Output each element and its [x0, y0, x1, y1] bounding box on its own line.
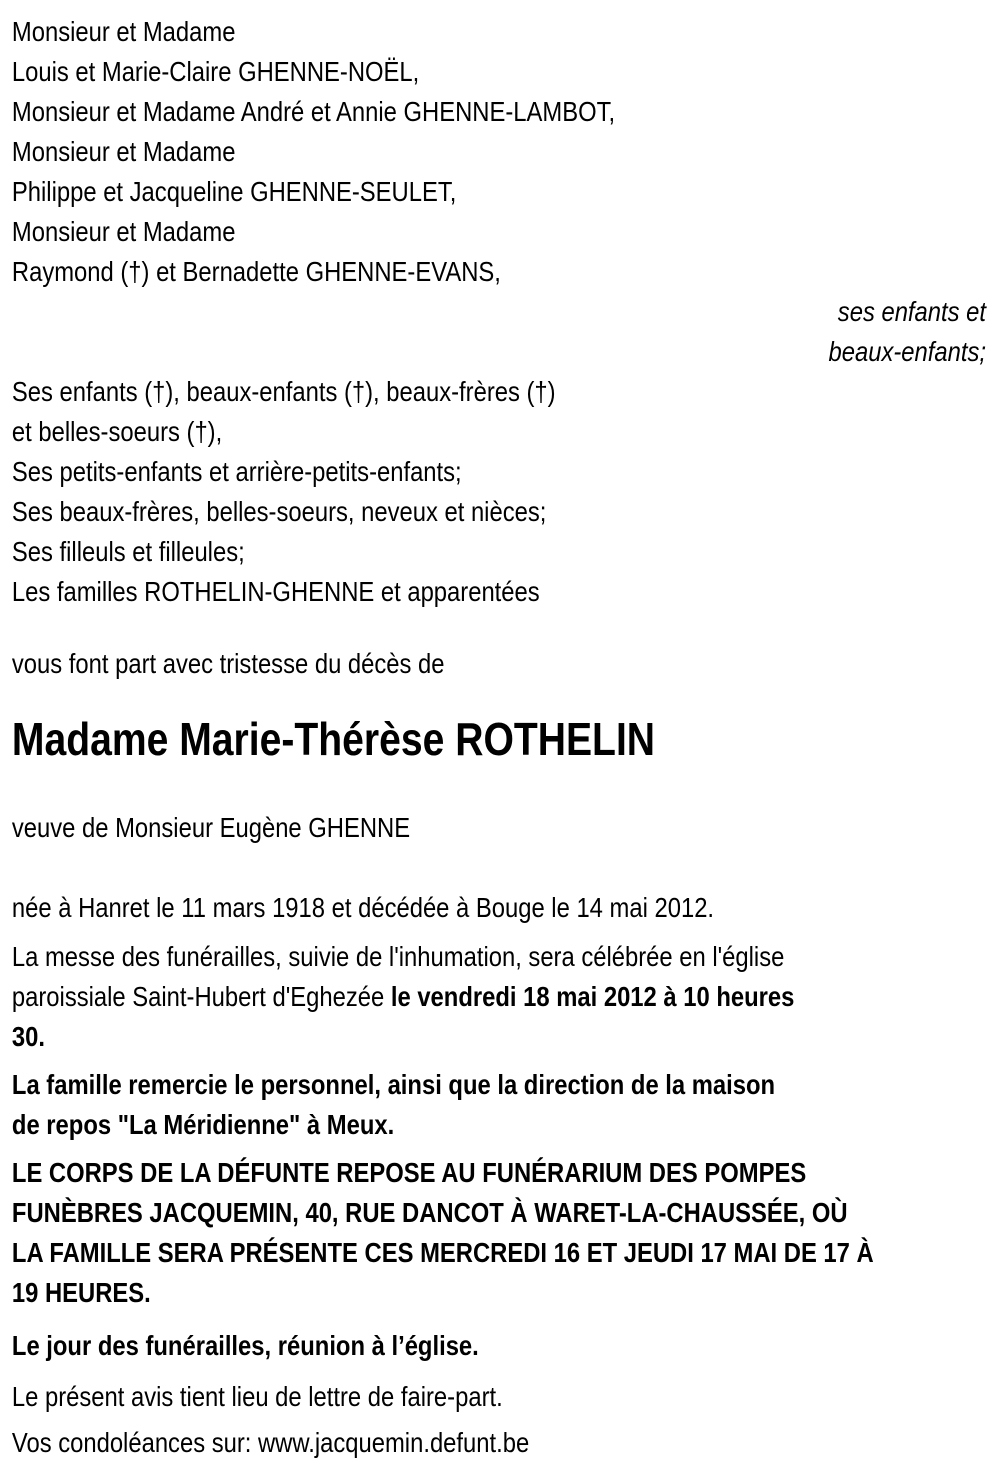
relations-note-line: beaux-enfants; [828, 336, 986, 367]
announcer-line: Monsieur et Madame [11, 16, 236, 47]
announcer-line: Philippe et Jacqueline GHENNE-SEULET, [11, 176, 457, 207]
condolences-line [12, 1423, 986, 1463]
announcer-line: Raymond (†) et Bernadette GHENNE-EVANS, [11, 256, 501, 287]
family-block [12, 372, 986, 612]
funeral-schedule-regular: paroissiale Saint-Hubert d'Eghezée [11, 981, 391, 1012]
intro-line: vous font part avec tristesse du décès de [11, 648, 445, 679]
repose-line: LE CORPS DE LA DÉFUNTE REPOSE AU FUNÉRARIUM DES POMPES [11, 1157, 807, 1188]
notice-line: Le présent avis tient lieu de lettre de faire-part. [11, 1381, 503, 1412]
announcer-line: Monsieur et Madame [11, 136, 236, 167]
funeral-schedule-line [12, 977, 986, 1017]
announcer-line: Monsieur et Madame [11, 216, 236, 247]
funeral-schedule-line: La messe des funérailles, suivie de l'inhumation, sera célébrée en l'église [11, 941, 785, 972]
condolences-prefix: Vos condoléances sur: [11, 1427, 258, 1458]
birth-death-line: née à Hanret le 11 mars 1918 et décédée à Bouge le 14 mai 2012. [11, 892, 715, 923]
funeral-schedule-bold: le vendredi 18 mai 2012 à 10 heures [390, 981, 795, 1012]
condolences-url[interactable]: www.jacquemin.defunt.be [257, 1427, 530, 1458]
funeral-schedule-line: 30. [11, 1021, 45, 1052]
deceased-name: Madame Marie-Thérèse ROTHELIN [11, 713, 656, 765]
announcer-line: Louis et Marie-Claire GHENNE-NOËL, [11, 56, 420, 87]
announcers-block [12, 12, 986, 292]
thanks-line: de repos "La Méridienne" à Meux. [11, 1109, 395, 1140]
relations-note-line: ses enfants et [837, 296, 986, 327]
repose-line: LA FAMILLE SERA PRÉSENTE CES MERCREDI 16 ET JEUDI 17 MAI DE 17 À [11, 1237, 874, 1268]
repose-line: FUNÈBRES JACQUEMIN, 40, RUE DANCOT À WARET-LA-CHAUSSÉE, OÙ [11, 1197, 848, 1228]
family-line: Ses filleuls et filleules; [11, 536, 245, 567]
repose-block [12, 1153, 986, 1313]
family-line: Les familles ROTHELIN-GHENNE et apparentées [11, 576, 540, 607]
family-line: et belles-soeurs (†), [11, 416, 223, 447]
family-line: Ses enfants (†), beaux-enfants (†), beaux-frères (†) [11, 376, 556, 407]
family-line: Ses petits-enfants et arrière-petits-enfants; [11, 456, 462, 487]
repose-line: 19 HEURES. [11, 1277, 151, 1308]
announcer-line: Monsieur et Madame André et Annie GHENNE-LAMBOT, [11, 96, 616, 127]
family-line: Ses beaux-frères, belles-soeurs, neveux et nièces; [11, 496, 547, 527]
funeral-schedule-block [12, 937, 986, 1057]
thanks-line: La famille remercie le personnel, ainsi que la direction de la maison [11, 1069, 776, 1100]
relations-note-block [12, 292, 986, 372]
reunion-line: Le jour des funérailles, réunion à l’église. [11, 1330, 479, 1361]
thanks-block [12, 1065, 986, 1145]
widow-line: veuve de Monsieur Eugène GHENNE [11, 812, 411, 843]
